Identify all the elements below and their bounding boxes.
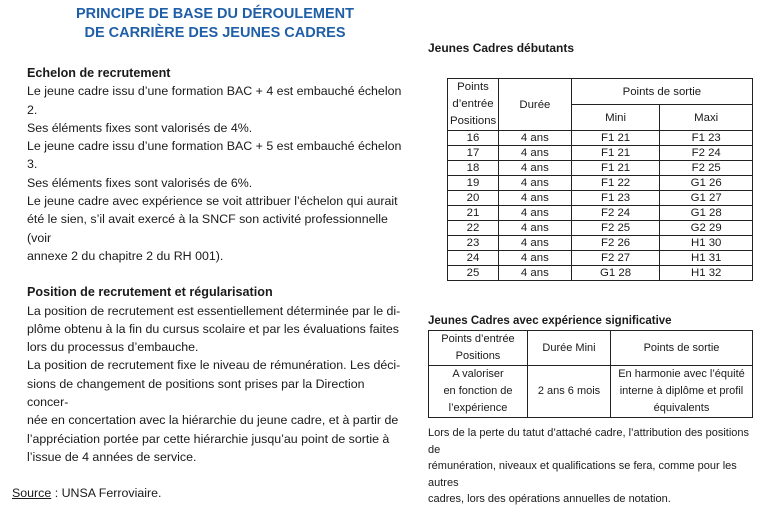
title-line-2: DE CARRIÈRE DES JEUNES CADRES <box>84 25 346 41</box>
cell-duration: 4 ans <box>498 221 571 236</box>
cell-mini: F1 21 <box>571 146 660 161</box>
cell-maxi: G1 28 <box>660 206 753 221</box>
cell-duration: 4 ans <box>498 146 571 161</box>
table-row <box>448 236 753 251</box>
cell-entry-position: 25 <box>448 266 499 281</box>
header-entry-points: Points d’entrée Positions <box>429 331 528 366</box>
title-line-1: PRINCIPE DE BASE DU DÉROULEMENT <box>76 6 354 22</box>
page-title <box>20 5 410 43</box>
table2-title: Jeunes Cadres avec expérience significative <box>428 315 672 327</box>
cell-exit: En harmonie avec l’équité interne à diplôme et profil équivalents <box>611 366 753 418</box>
text-line: plôme obtenu à la fin du cursus scolaire et par les évaluations faites <box>27 321 399 336</box>
cell-duration: 4 ans <box>498 236 571 251</box>
footnote-line: Lors de la perte du tatut d’attaché cadre, l’attribution des positions de <box>428 427 750 456</box>
text-line: La position de recrutement fixe le niveau de rémunération. Les déci- <box>27 358 401 373</box>
cell-maxi: G1 27 <box>660 191 753 206</box>
section-heading-echelon: Echelon de recrutement <box>27 66 171 80</box>
header-entry-points: Points d’entrée Positions <box>448 79 499 131</box>
text-line: Ses éléments fixes sont valorisés de 6%. <box>27 175 253 190</box>
cell-mini: F1 21 <box>571 131 660 146</box>
text-line: été le sien, s’il avait exercé à la SNCF son activité professionnelle (voir <box>27 212 388 245</box>
beginners-table <box>447 78 753 281</box>
header-exit-points: Points de sortie <box>571 79 752 105</box>
cell-maxi: F2 24 <box>660 146 753 161</box>
header-mini: Mini <box>571 105 660 131</box>
cell-entry-position: 22 <box>448 221 499 236</box>
footnote-line: rémunération, niveaux et qualifications se fera, comme pour les autres <box>428 460 737 489</box>
footnote-line: cadres, lors des opérations annuelles de notation. <box>428 493 671 505</box>
cell-duration: 4 ans <box>498 176 571 191</box>
cell-maxi: G2 29 <box>660 221 753 236</box>
cell-mini: F1 23 <box>571 191 660 206</box>
header-exit-points: Points de sortie <box>611 331 753 366</box>
cell-mini: F2 26 <box>571 236 660 251</box>
cell-maxi: H1 30 <box>660 236 753 251</box>
cell-mini: F1 22 <box>571 176 660 191</box>
header-maxi: Maxi <box>660 105 753 131</box>
text-line: lors du processus d’embauche. <box>27 340 199 355</box>
footnote <box>428 425 758 508</box>
cell-duration: 4 ans <box>498 131 571 146</box>
source-label: Source <box>12 486 52 500</box>
cell-maxi: F1 23 <box>660 131 753 146</box>
cell-entry-position: 17 <box>448 146 499 161</box>
cell-duration: 2 ans 6 mois <box>528 366 611 418</box>
text-line: l’appréciation portée par cette hiérarchie jusqu’au point de sortie à <box>27 431 390 446</box>
cell-duration: 4 ans <box>498 266 571 281</box>
cell-maxi: G1 26 <box>660 176 753 191</box>
text-line: sions de changement de positions sont prises par la Direction concer- <box>27 376 365 410</box>
cell-mini: F1 21 <box>571 161 660 176</box>
experienced-table <box>428 330 753 418</box>
table-row <box>448 251 753 266</box>
beginners-table-body <box>448 131 753 281</box>
text-line: Le jeune cadre avec expérience se voit attribuer l’échelon qui aurait <box>27 194 398 209</box>
header-duration: Durée <box>498 79 571 131</box>
table-row <box>448 221 753 236</box>
text-line: Le jeune cadre issu d’une formation BAC + 5 est embauché échelon 3. <box>27 139 402 172</box>
left-column <box>27 64 407 466</box>
text-line: annexe 2 du chapitre 2 du RH 001). <box>27 248 224 263</box>
cell-entry-position: 18 <box>448 161 499 176</box>
text-line: l’issue de 4 années de service. <box>27 449 197 464</box>
cell-entry: A valoriser en fonction de l’expérience <box>429 366 528 418</box>
cell-maxi: F2 25 <box>660 161 753 176</box>
section-heading-position: Position de recrutement et régularisation <box>27 285 273 300</box>
table-row <box>448 146 753 161</box>
table-row <box>448 131 753 146</box>
cell-mini: F2 25 <box>571 221 660 236</box>
source-credit <box>12 486 161 500</box>
text-line: Le jeune cadre issu d’une formation BAC + 4 est embauché échelon 2. <box>27 84 402 117</box>
cell-entry-position: 23 <box>448 236 499 251</box>
table-row <box>448 176 753 191</box>
table-row <box>448 266 753 281</box>
cell-entry-position: 20 <box>448 191 499 206</box>
cell-duration: 4 ans <box>498 251 571 266</box>
cell-maxi: H1 32 <box>660 266 753 281</box>
cell-duration: 4 ans <box>498 206 571 221</box>
table1-title: Jeunes Cadres débutants <box>428 41 575 55</box>
cell-entry-position: 21 <box>448 206 499 221</box>
cell-duration: 4 ans <box>498 191 571 206</box>
cell-maxi: H1 31 <box>660 251 753 266</box>
cell-entry-position: 19 <box>448 176 499 191</box>
header-duration-mini: Durée Mini <box>528 331 611 366</box>
table-row <box>448 161 753 176</box>
text-line: La position de recrutement est essentiellement déterminée par le di- <box>27 303 401 318</box>
text-line: Ses éléments fixes sont valorisés de 4%. <box>27 120 253 135</box>
cell-entry-position: 16 <box>448 131 499 146</box>
cell-mini: G1 28 <box>571 266 660 281</box>
source-text: : UNSA Ferroviaire. <box>51 486 162 500</box>
table-row <box>448 191 753 206</box>
cell-mini: F2 24 <box>571 206 660 221</box>
table-row <box>448 206 753 221</box>
text-line: née en concertation avec la hiérarchie du jeune cadre, et à partir de <box>27 413 399 428</box>
cell-mini: F2 27 <box>571 251 660 266</box>
cell-duration: 4 ans <box>498 161 571 176</box>
cell-entry-position: 24 <box>448 251 499 266</box>
